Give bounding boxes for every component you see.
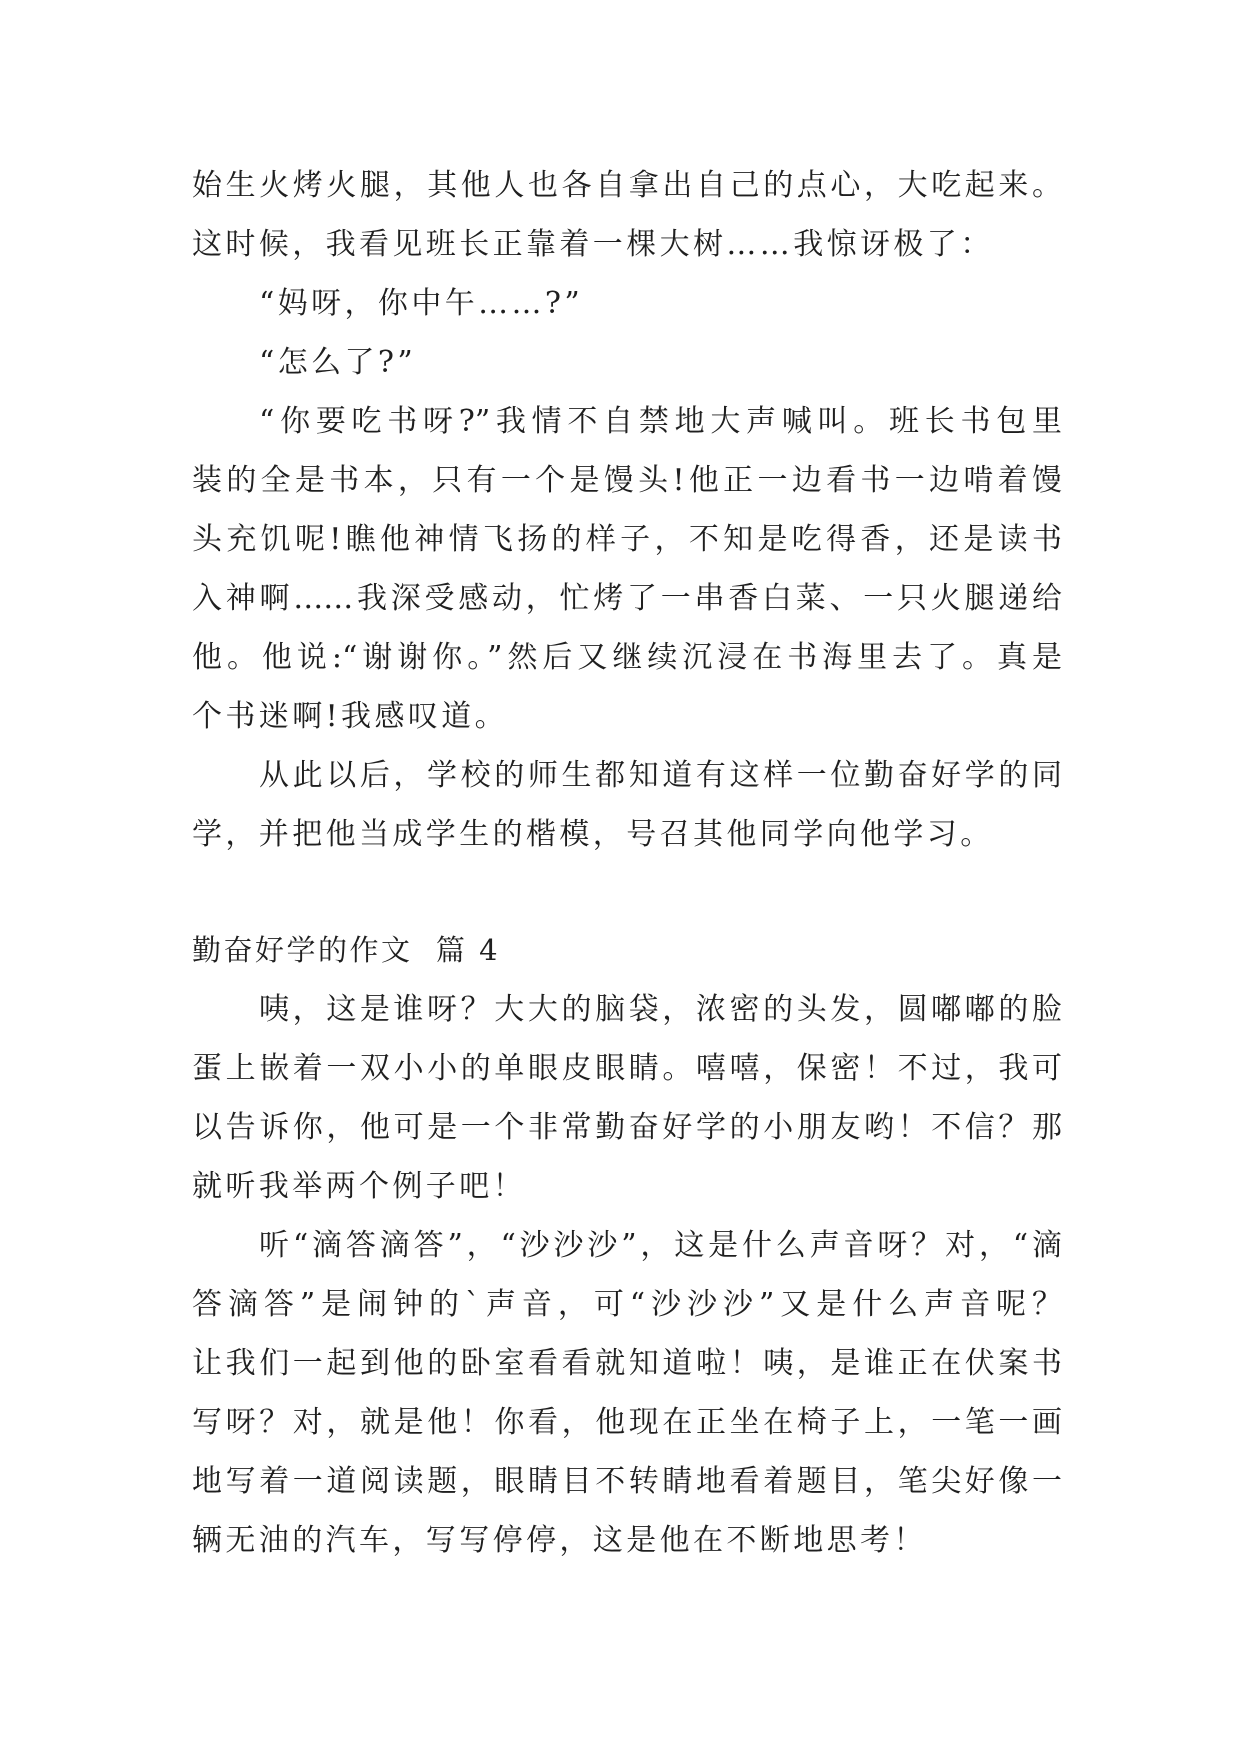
text-line: 这时候，我看见班长正靠着一棵大树……我惊讶极了： [192,227,994,262]
paragraph [192,1216,1062,1570]
text-line: 咦，这是谁呀？大大的脑袋，浓密的头发，圆嘟嘟的脸 [259,992,1062,1027]
paragraph [192,980,1062,1216]
text-line: 始生火烤火腿，其他人也各自拿出自己的点心，大吃起来。 [192,168,1062,203]
paragraph [192,746,1062,864]
text-line: 入神啊……我深受感动，忙烤了一串香白菜、一只火腿递给 [192,581,1062,616]
paragraph [192,274,1062,333]
text-line: 听“滴答滴答”，“沙沙沙”，这是什么声音呀？对，“滴 [259,1228,1062,1263]
paragraph [192,333,1062,392]
text-line: “怎么了?” [259,345,417,380]
text-line: 地写着一道阅读题，眼睛目不转睛地看着题目，笔尖好像一 [192,1464,1062,1499]
document-body [192,156,1062,1570]
text-line: 就听我举两个例子吧！ [192,1169,526,1204]
paragraph [192,156,1062,274]
text-line: “你要吃书呀?”我情不自禁地大声喊叫。班长书包里 [259,404,1062,439]
text-line: 写呀？对，就是他！你看，他现在正坐在椅子上，一笔一画 [192,1405,1062,1440]
text-line: 蛋上嵌着一双小小的单眼皮眼睛。嘻嘻，保密！不过，我可 [192,1051,1062,1086]
text-line: 答滴答”是闹钟的`声音，可“沙沙沙”又是什么声音呢？ [192,1287,1062,1322]
text-line: 个书迷啊!我感叹道。 [192,699,509,734]
essay-heading: 勤奋好学的作文 篇 4 [192,933,501,967]
text-line: 以告诉你，他可是一个非常勤奋好学的小朋友哟！不信？那 [192,1110,1062,1145]
paragraph [192,392,1062,746]
text-line: 头充饥呢!瞧他神情飞扬的样子，不知是吃得香，还是读书 [192,522,1062,557]
section-spacer [192,864,1062,921]
text-line: 装的全是书本，只有一个是馒头!他正一边看书一边啃着馒 [192,463,1062,498]
text-line: 让我们一起到他的卧室看看就知道啦！咦，是谁正在伏案书 [192,1346,1062,1381]
text-line: 辆无油的汽车，写写停停，这是他在不断地思考！ [192,1523,927,1558]
text-line: 学，并把他当成学生的楷模，号召其他同学向他学习。 [192,817,994,852]
text-line: 他。他说:“谢谢你。”然后又继续沉浸在书海里去了。真是 [192,640,1062,675]
text-line: 从此以后，学校的师生都知道有这样一位勤奋好学的同 [259,758,1062,793]
text-line: “妈呀，你中午……?” [259,286,584,321]
